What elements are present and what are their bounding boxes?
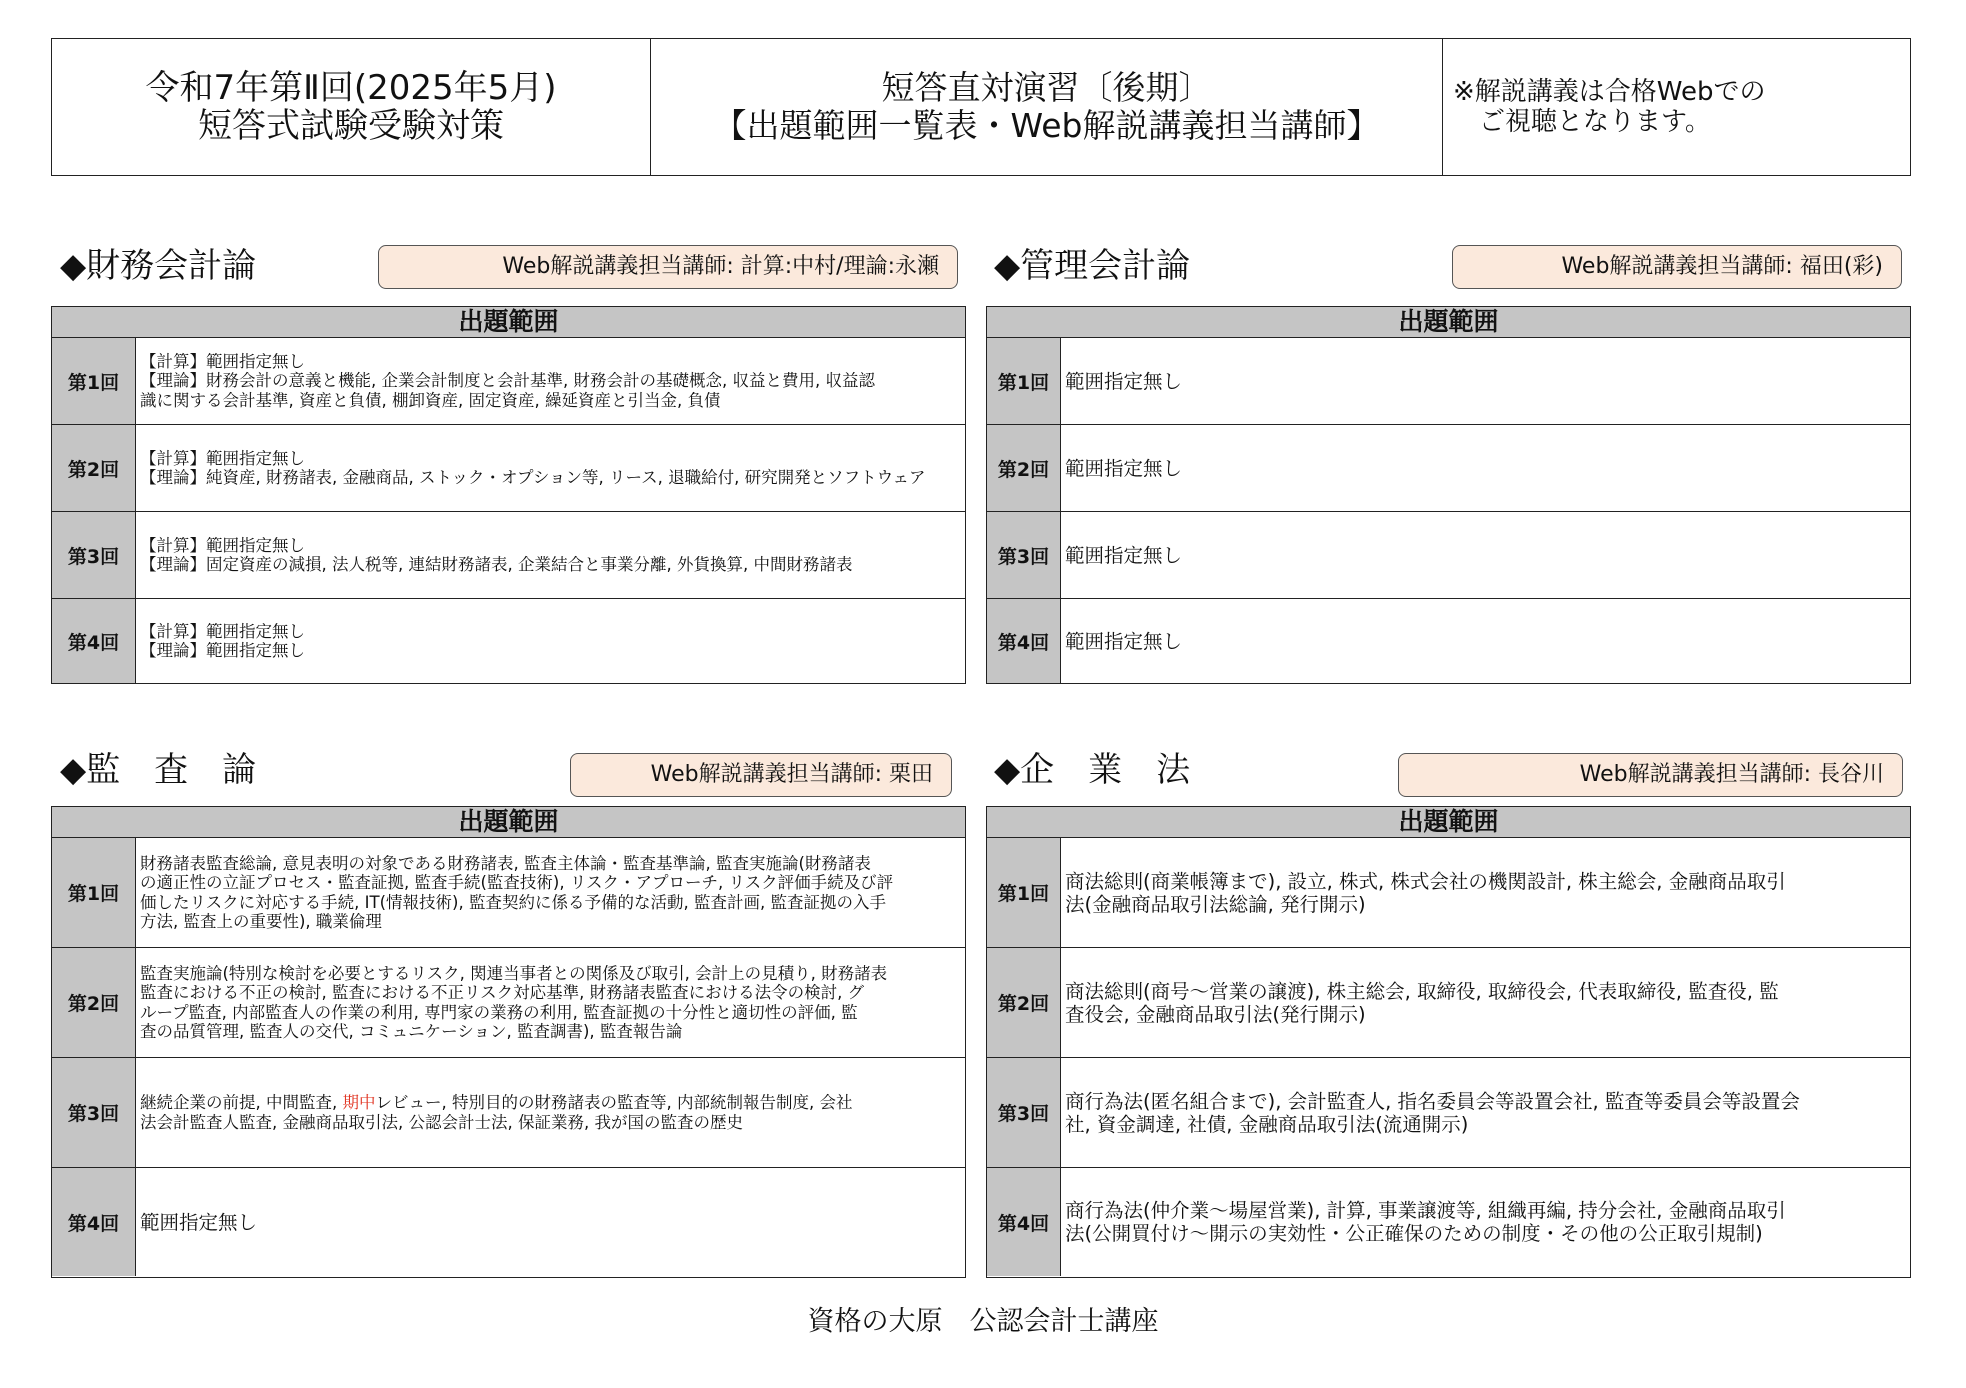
range-line: 価したリスクに対応する手続, IT(情報技術), 監査契約に係る予備的な活動, 監査計画, 監査証拠の入手 [140,892,886,912]
table-row [987,1168,1910,1276]
table-row [52,1168,965,1276]
range-line: 【理論】固定資産の減損, 法人税等, 連結財務諸表, 企業結合と事業分離, 外貨換算, 中間財務諸表 [140,555,853,574]
teacher-badge-audit: Web解説講義担当講師: 栗田 [570,753,952,797]
round-label: 第2回 [52,425,136,511]
section-title-audit: ◆監 査 論 [60,750,257,790]
range-line: 【計算】範囲指定無し [140,621,305,641]
range-line: 査役会, 金融商品取引法(発行開示) [1065,1002,1366,1026]
section-title-management: ◆管理会計論 [994,246,1191,286]
table-corporate [986,806,1911,1278]
range-line: 商行為法(仲介業～場屋営業), 計算, 事業譲渡等, 組織再編, 持分会社, 金融商品取引 [1065,1199,1786,1222]
range-line: 商行為法(匿名組合まで), 会計監査人, 指名委員会等設置会社, 監査等委員会等設置会 [1065,1089,1800,1113]
range-line [140,1093,961,1113]
table-header: 出題範囲 [52,807,965,838]
round-label: 第3回 [52,512,136,598]
range-line: 【計算】範囲指定無し [140,351,305,371]
range-text [136,338,965,424]
range-line: 商法総則(商業帳簿まで), 設立, 株式, 株式会社の機関設計, 株主総会, 金融商品取引 [1065,869,1786,893]
note-cell [1443,39,1910,175]
range-line: 法会計監査人監査, 金融商品取引法, 公認会計士法, 保証業務, 我が国の監査の歴史 [140,1112,743,1132]
course-title-line2: 【出題範囲一覧表・Web解説講義担当講師】 [713,106,1380,145]
table-header: 出題範囲 [52,307,965,338]
table-row [52,1058,965,1168]
round-label: 第3回 [987,1058,1061,1167]
section-title-corporate: ◆企 業 法 [994,750,1191,790]
range-text: 範囲指定無し [1065,543,1183,567]
table-row [987,425,1910,512]
range-line: 【計算】範囲指定無し [140,448,305,468]
range-text [1061,948,1910,1057]
range-text [136,838,965,947]
range-line: 【理論】範囲指定無し [140,641,305,660]
range-line: 監査実施論(特別な検討を必要とするリスク, 関連当事者との関係及び取引, 会計上の見積り, 財務諸表 [140,963,888,983]
range-line: 【理論】財務会計の意義と機能, 企業会計制度と会計基準, 財務会計の基礎概念, 収益と費用, 収益認 [140,371,875,391]
range-line: 【計算】範囲指定無し [140,535,305,555]
round-label: 第1回 [987,838,1061,947]
table-row [987,948,1910,1058]
table-financial [51,306,966,684]
footer-organization: 資格の大原 公認会計士講座 [807,1306,1159,1337]
range-text [1061,1168,1910,1276]
range-text [1061,838,1910,947]
range-text-segment: 継続企業の前提, 中間監査, [140,1093,343,1112]
table-row [52,425,965,512]
round-label: 第3回 [987,512,1061,598]
range-line: ループ監査, 内部監査人の作業の利用, 専門家の業務の利用, 監査証拠の十分性と適切性の評価, 監 [140,1002,858,1022]
range-text [1061,1058,1910,1167]
range-line: の適正性の立証プロセス・監査証拠, 監査手続(監査技術), リスク・アプローチ, リスク評価手続及び評 [140,873,894,892]
round-label: 第4回 [987,1168,1061,1276]
table-row [987,599,1910,683]
range-line: 【理論】純資産, 財務諸表, 金融商品, ストック・オプション等, リース, 退職給付, 研究開発とソフトウェア [140,468,926,487]
table-row [52,599,965,683]
table-row [987,512,1910,599]
range-text [136,512,965,598]
highlighted-term: 期中 [342,1093,376,1112]
exam-title-line2: 短答式試験受験対策 [198,106,504,146]
table-row [987,838,1910,948]
range-line: 財務諸表監査総論, 意見表明の対象である財務諸表, 監査主体論・監査基準論, 監査実施論(財務諸表 [140,853,871,873]
range-line: 商法総則(商号～営業の譲渡), 株主総会, 取締役, 取締役会, 代表取締役, 監査役, 監 [1065,979,1779,1003]
document-header [51,38,1911,176]
table-header: 出題範囲 [987,807,1910,838]
range-text: 範囲指定無し [1065,369,1183,393]
exam-title-cell [52,39,651,175]
course-title-cell [651,39,1443,175]
table-row [52,948,965,1058]
round-label: 第3回 [52,1058,136,1167]
range-line: 社, 資金調達, 社債, 金融商品取引法(流通開示) [1065,1112,1469,1136]
range-text [136,948,965,1057]
range-text: 範囲指定無し [1065,629,1183,653]
teacher-badge-financial: Web解説講義担当講師: 計算:中村/理論:永瀬 [378,245,958,289]
table-management [986,306,1911,684]
table-audit [51,806,966,1278]
round-label: 第4回 [52,599,136,683]
range-text [136,1058,965,1167]
note-line1: ※解説講義は合格Webでの [1453,77,1766,107]
round-label: 第1回 [987,338,1061,424]
table-row [52,838,965,948]
range-line: 法(公開買付け～開示の実効性・公正確保のための制度・その他の公正取引規制) [1065,1222,1763,1245]
round-label: 第2回 [52,948,136,1057]
range-text: 範囲指定無し [1065,456,1183,480]
range-text [136,425,965,511]
range-line: 監査における不正の検討, 監査における不正リスク対応基準, 財務諸表監査における法令の検討, グ [140,983,865,1002]
range-text-segment: レビュー, 特別目的の財務諸表の監査等, 内部統制報告制度, 会社 [375,1093,853,1112]
round-label: 第2回 [987,425,1061,511]
range-line: 方法, 監査上の重要性), 職業倫理 [140,912,382,931]
range-text: 範囲指定無し [140,1210,258,1234]
range-line: 査の品質管理, 監査人の交代, コミュニケーション, 監査調書), 監査報告論 [140,1022,683,1041]
table-row [52,338,965,425]
teacher-badge-management: Web解説講義担当講師: 福田(彩) [1452,245,1902,289]
range-text [136,599,965,683]
table-row [987,1058,1910,1168]
range-line: 識に関する会計基準, 資産と負債, 棚卸資産, 固定資産, 繰延資産と引当金, 負債 [140,390,721,410]
exam-title-line1: 令和7年第Ⅱ回(2025年5月) [145,68,557,108]
round-label: 第2回 [987,948,1061,1057]
section-title-financial: ◆財務会計論 [60,246,257,286]
range-line: 法(金融商品取引法総論, 発行開示) [1065,892,1366,916]
round-label: 第4回 [52,1168,136,1276]
teacher-badge-corporate: Web解説講義担当講師: 長谷川 [1398,753,1903,797]
table-row [987,338,1910,425]
table-header: 出題範囲 [987,307,1910,338]
note-line2: ご視聴となります。 [1479,107,1711,137]
round-label: 第1回 [52,338,136,424]
table-row [52,512,965,599]
course-title-line1: 短答直対演習〔後期〕 [881,68,1212,107]
round-label: 第1回 [52,838,136,947]
round-label: 第4回 [987,599,1061,683]
